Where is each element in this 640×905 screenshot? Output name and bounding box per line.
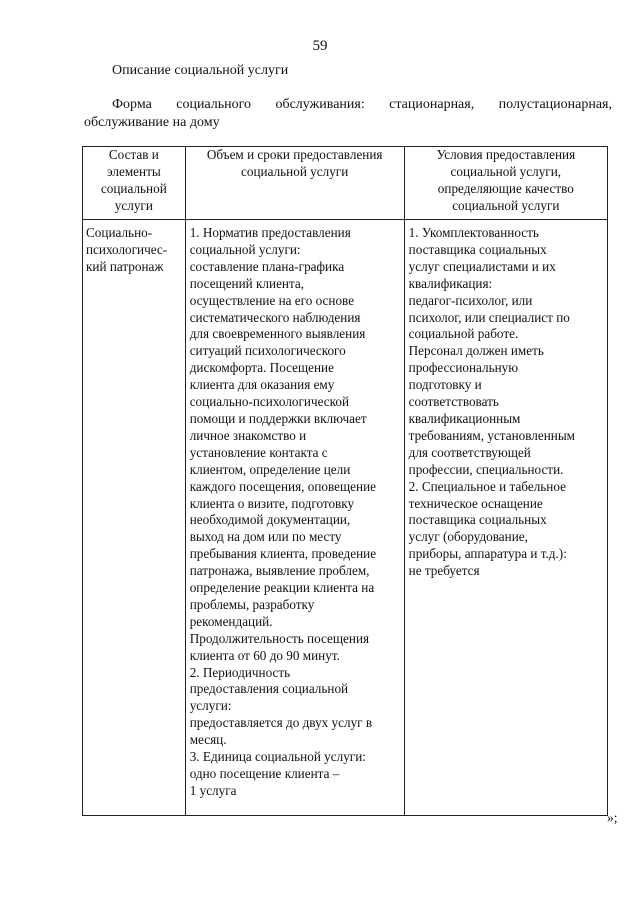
cell-line: дискомфорта. Посещение	[189, 360, 334, 376]
cell-line: социальной услуги:	[189, 241, 301, 257]
form-word: социального	[176, 97, 252, 112]
cell-line: для своевременного выявления	[189, 326, 366, 342]
cell-line: клиента о визите, подготовку	[189, 495, 355, 511]
header-line: социальной услуги	[452, 197, 560, 213]
cell-line: проблемы, разработку	[189, 596, 315, 612]
cell-line: предоставления социальной	[189, 681, 349, 697]
cell-line: не требуется	[408, 563, 480, 579]
header-conditions	[404, 147, 607, 220]
cell-line: услуг (оборудование,	[408, 529, 528, 545]
cell-line: услуги:	[189, 698, 232, 714]
service-form-paragraph	[84, 96, 612, 132]
cell-line: 3. Единица социальной услуги:	[189, 749, 366, 765]
cell-line: клиента от 60 до 90 минут.	[189, 647, 340, 663]
cell-line: подготовку и	[408, 377, 482, 393]
closing-quote-mark: »;	[607, 810, 618, 825]
cell-line: профессиональную	[408, 360, 519, 376]
cell-line: психологичес-	[86, 241, 168, 257]
cell-line: осуществление на его основе	[189, 292, 355, 308]
cell-line: 2. Специальное и табельное	[408, 478, 566, 494]
cell-line: одно посещение клиента –	[189, 766, 340, 781]
form-word: полустационарная,	[498, 97, 612, 112]
cell-line: личное знакомство и	[189, 427, 307, 443]
cell-line: 2. Периодичность	[189, 664, 291, 680]
header-volume-terms	[185, 147, 404, 220]
form-word: стационарная,	[389, 97, 475, 112]
header-line: определяющие качество	[437, 180, 574, 196]
cell-line: квалификация:	[408, 275, 493, 291]
cell-line: кий патронаж	[86, 258, 164, 274]
cell-line: квалификационным	[408, 410, 521, 426]
form-word: обслуживания:	[275, 97, 365, 112]
volume-terms-cell	[185, 220, 404, 816]
volume-terms-text	[186, 220, 404, 806]
cell-line: рекомендаций.	[189, 613, 273, 629]
table-header-row	[83, 147, 608, 220]
page-number: 59	[312, 38, 328, 54]
header-line: Объем и сроки предоставления	[206, 147, 383, 162]
service-form-continuation: обслуживание на дому	[84, 115, 220, 130]
cell-line: месяц.	[189, 732, 227, 748]
cell-line: профессии, специальности.	[408, 461, 564, 477]
conditions-text	[405, 220, 607, 586]
cell-line: техническое оснащение	[408, 495, 543, 511]
cell-line: педагог-психолог, или	[408, 292, 533, 308]
service-name	[83, 220, 185, 282]
cell-line: приборы, аппаратура и т.д.):	[408, 546, 567, 562]
cell-line: помощи и поддержки включает	[189, 410, 367, 426]
cell-line: услуг специалистами и их	[408, 258, 556, 274]
cell-line: установление контакта с	[189, 444, 328, 460]
cell-line: социальной работе.	[408, 326, 519, 342]
header-line: социальной	[100, 180, 167, 196]
service-description-table	[82, 146, 608, 816]
cell-line: социально-психологической	[189, 394, 350, 410]
header-line: услуги	[114, 197, 153, 213]
cell-line: 1. Норматив предоставления	[189, 225, 351, 240]
cell-line: предоставляется до двух услуг в	[189, 715, 373, 731]
service-name-cell	[83, 220, 186, 816]
cell-line: необходимой документации,	[189, 512, 351, 528]
cell-line: составление плана-графика	[189, 258, 345, 274]
cell-line: поставщика социальных	[408, 241, 547, 257]
cell-line: Продолжительность посещения	[189, 630, 370, 646]
header-composition	[83, 147, 186, 220]
cell-line: Социально-	[86, 225, 153, 240]
header-line: социальной услуги	[241, 163, 349, 179]
cell-line: 1 услуга	[189, 782, 237, 798]
header-line: социальной услуги,	[450, 163, 562, 179]
cell-line: клиентом, определение цели	[189, 461, 351, 477]
cell-line: поставщика социальных	[408, 512, 547, 528]
cell-line: систематического наблюдения	[189, 309, 361, 325]
header-line: элементы	[106, 163, 161, 179]
cell-line: патронажа, выявление проблем,	[189, 563, 370, 579]
form-word: Форма	[112, 97, 152, 112]
cell-line: психолог, или специалист по	[408, 309, 570, 325]
cell-line: требованиям, установленным	[408, 427, 576, 443]
cell-line: выход на дом или по месту	[189, 529, 342, 545]
cell-line: каждого посещения, оповещение	[189, 478, 377, 494]
cell-line: соответствовать	[408, 394, 499, 410]
section-heading: Описание социальной услуги	[112, 63, 289, 78]
header-line: Условия предоставления	[436, 147, 576, 162]
cell-line: ситуаций психологического	[189, 343, 346, 359]
cell-line: пребывания клиента, проведение	[189, 546, 377, 562]
cell-line: для соответствующей	[408, 444, 531, 460]
table-row	[83, 220, 608, 816]
cell-line: определение реакции клиента на	[189, 580, 375, 596]
cell-line: Персонал должен иметь	[408, 343, 544, 359]
cell-line: клиента для оказания ему	[189, 377, 335, 393]
header-line: Состав и	[108, 147, 159, 162]
conditions-cell	[404, 220, 607, 816]
service-form-first-line	[84, 96, 612, 114]
cell-line: посещений клиента,	[189, 275, 305, 291]
cell-line: 1. Укомплектованность	[408, 225, 539, 240]
